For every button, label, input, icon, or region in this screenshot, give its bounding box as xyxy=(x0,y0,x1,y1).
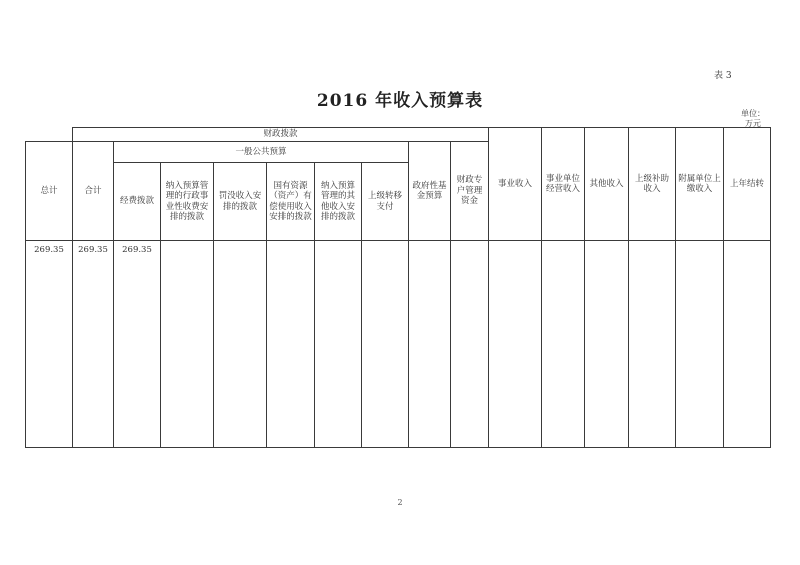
income-budget-table xyxy=(25,127,771,448)
unit-label: 单位： xyxy=(741,109,765,118)
header-gov-fund-budget: 政府性基金预算 xyxy=(409,142,451,241)
header-special-account: 财政专户管理资金 xyxy=(451,142,489,241)
unit-value: 万元 xyxy=(745,119,761,128)
header-fiscal-group: 财政拨款 xyxy=(73,128,489,142)
header-business-income: 事业收入 xyxy=(489,128,542,241)
cell-empty xyxy=(161,241,214,448)
cell-total: 269.35 xyxy=(26,241,73,448)
cell-empty xyxy=(489,241,542,448)
cell-empty xyxy=(451,241,489,448)
cell-empty xyxy=(409,241,451,448)
cell-empty xyxy=(267,241,315,448)
header-blank-left xyxy=(26,128,73,142)
header-superior-subsidy: 上级补助收入 xyxy=(629,128,676,241)
header-state-assets: 国有资源（资产）有偿使用收入安排的拨款 xyxy=(267,163,315,241)
header-operation-income: 事业单位经营收入 xyxy=(542,128,585,241)
cell-empty xyxy=(542,241,585,448)
header-carryover: 上年结转 xyxy=(724,128,771,241)
header-general-budget-group: 一般公共预算 xyxy=(114,142,409,163)
table-row xyxy=(26,241,771,448)
header-budget-mgmt-fees: 纳入预算管理的行政事业性收费安排的拨款 xyxy=(161,163,214,241)
cell-empty xyxy=(629,241,676,448)
header-other-budget-income: 纳入预算管理的其他收入安排的拨款 xyxy=(315,163,362,241)
table-number: 表 3 xyxy=(714,71,732,81)
header-subtotal: 合计 xyxy=(73,142,114,241)
header-total: 总计 xyxy=(26,142,73,241)
header-other-income: 其他收入 xyxy=(585,128,629,241)
cell-subtotal: 269.35 xyxy=(73,241,114,448)
page-title: 2016 年收入预算表 xyxy=(316,91,484,111)
cell-empty xyxy=(724,241,771,448)
cell-empty xyxy=(315,241,362,448)
cell-empty xyxy=(214,241,267,448)
header-subordinate-income: 附属单位上缴收入 xyxy=(676,128,724,241)
page-number: 2 xyxy=(397,498,403,507)
cell-operating: 269.35 xyxy=(114,241,161,448)
header-fines: 罚没收入安排的拨款 xyxy=(214,163,267,241)
header-operating-funds: 经费拨款 xyxy=(114,163,161,241)
header-superior-transfer: 上级转移支付 xyxy=(362,163,409,241)
cell-empty xyxy=(676,241,724,448)
cell-empty xyxy=(362,241,409,448)
cell-empty xyxy=(585,241,629,448)
